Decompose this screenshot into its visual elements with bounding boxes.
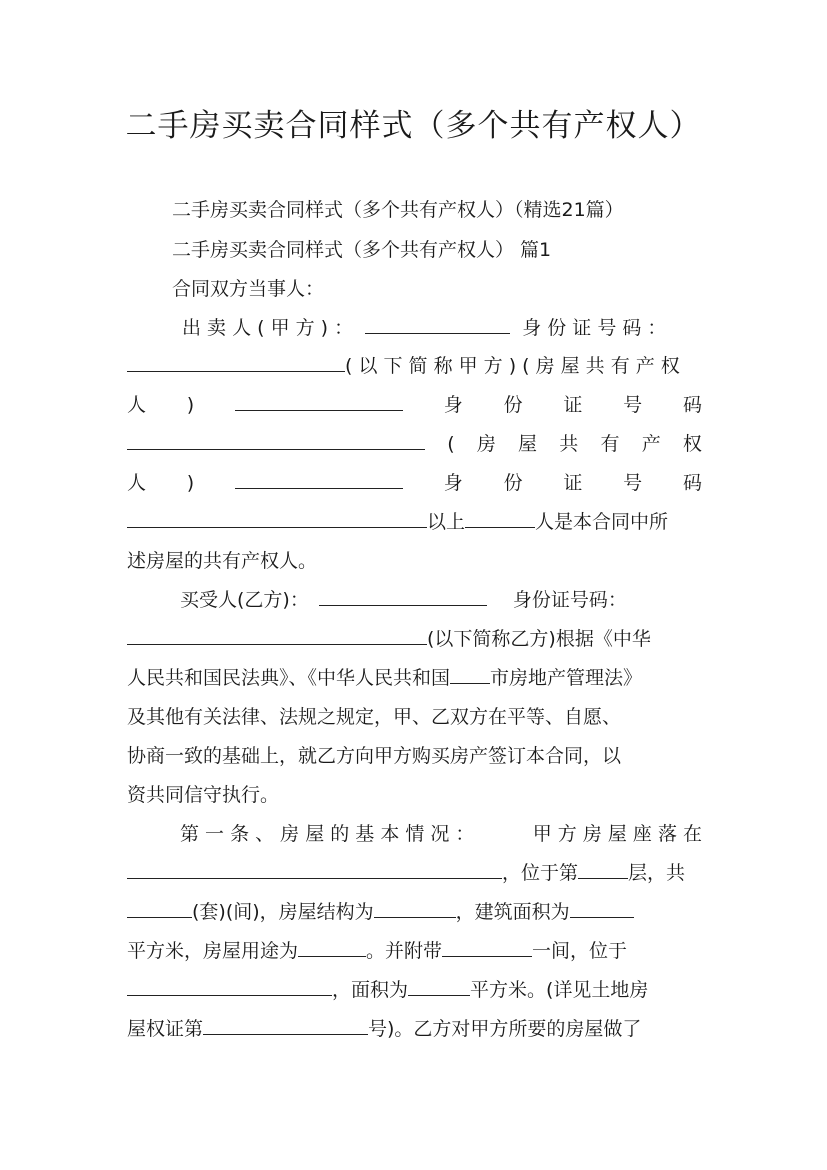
blank-field (203, 1016, 368, 1035)
blank-field (450, 665, 490, 684)
text-segment: 房 (476, 433, 496, 455)
text-line (127, 392, 702, 418)
text-segment: 屋权证第 (127, 1018, 204, 1040)
text-segment: 有 (600, 433, 620, 455)
text-segment: 协商一致的基础上，就乙方向甲方购买房产签订本合同，以 (127, 745, 622, 767)
document-title: 二手房买卖合同样式（多个共有产权人） (125, 108, 702, 144)
text-segment: 及其他有关法律、法规之规定，甲、乙双方在平等、自愿、 (127, 706, 622, 728)
text-segment: 屋 (518, 433, 538, 455)
text-segment: ，位于第 (502, 862, 579, 884)
text-segment: 平方米，房屋用途为 (127, 940, 299, 962)
text-line (127, 782, 702, 808)
text-segment: 合同双方当事人： (172, 278, 325, 300)
text-segment: 出 卖 人 ( 甲 方 ) ： (182, 317, 354, 339)
text-segment: 人 (127, 394, 147, 416)
blank-field (408, 977, 470, 996)
text-segment: ) (186, 394, 195, 416)
text-segment: ( (447, 433, 455, 455)
text-line (182, 315, 702, 341)
text-segment: 市房地产管理法》 (490, 667, 643, 689)
text-line (127, 470, 702, 496)
text-segment: 身份证号码： (512, 589, 627, 611)
text-line (127, 860, 702, 886)
text-line (127, 431, 702, 457)
text-segment: 共 (559, 433, 579, 455)
blank-field (127, 860, 502, 879)
text-segment: 证 (563, 394, 583, 416)
blank-field (442, 938, 532, 957)
text-segment: ( 以 下 简 称 甲 方 ) ( 房 屋 共 有 产 权 (345, 355, 680, 377)
text-line (172, 197, 712, 223)
text-segment: 二手房买卖合同样式（多个共有产权人） 篇1 (172, 239, 552, 261)
text-line (172, 276, 747, 302)
text-segment: 第 一 条 、 房 屋 的 基 本 情 况 ： (180, 823, 475, 845)
blank-field (235, 392, 403, 411)
text-segment: 买受人(乙方)： (180, 589, 309, 611)
text-line (127, 509, 702, 535)
text-line (127, 548, 702, 574)
text-segment: 以上 (427, 511, 466, 533)
text-segment: 平方米。(详见土地房 (470, 979, 649, 1001)
text-segment: 身 (443, 394, 463, 416)
text-segment: 权 (682, 433, 702, 455)
text-segment: ，面积为 (332, 979, 409, 1001)
text-segment: 码 (682, 472, 702, 494)
blank-field (570, 899, 634, 918)
text-line (127, 938, 702, 964)
blank-field (298, 938, 366, 957)
text-segment: 产 (641, 433, 661, 455)
blank-field (374, 899, 456, 918)
text-segment: 资共同信守执行。 (127, 784, 280, 806)
text-segment: 号 (623, 394, 643, 416)
text-segment: 码 (682, 394, 702, 416)
text-segment: 二手房买卖合同样式（多个共有产权人）（精选21篇） (172, 199, 624, 221)
blank-field (127, 977, 332, 996)
text-line (127, 1016, 702, 1042)
blank-field (127, 899, 192, 918)
text-line (172, 237, 747, 263)
blank-field (127, 353, 345, 372)
text-line (127, 353, 702, 379)
text-segment: 份 (503, 394, 523, 416)
text-line (127, 665, 717, 691)
text-segment: ) (186, 472, 195, 494)
text-line (127, 704, 717, 730)
text-line (127, 743, 702, 769)
blank-field (578, 860, 628, 879)
text-segment: (套)(间)，房屋结构为 (192, 901, 374, 923)
blank-field (127, 431, 425, 450)
text-segment: 甲 方 房 屋 座 落 在 (532, 823, 702, 845)
text-segment: (以下简称乙方)根据《中华 (427, 628, 651, 650)
text-segment: 证 (563, 472, 583, 494)
blank-field (127, 626, 427, 645)
text-segment: 份 (503, 472, 523, 494)
text-segment: 人是本合同中所 (535, 511, 669, 533)
text-segment: 身 (443, 472, 463, 494)
text-line (180, 821, 702, 847)
blank-field (127, 509, 427, 528)
text-line (127, 626, 702, 652)
blank-field (319, 587, 487, 606)
text-line (127, 977, 702, 1003)
text-line (180, 587, 702, 613)
blank-field (235, 470, 403, 489)
text-segment: 。并附带 (366, 940, 443, 962)
text-line (127, 899, 702, 925)
text-segment: 一间，位于 (532, 940, 628, 962)
text-segment: 人民共和国民法典》、《中华人民共和国 (127, 667, 451, 689)
text-segment: 人 (127, 472, 147, 494)
blank-field (365, 315, 510, 334)
text-segment: 层，共 (628, 862, 686, 884)
blank-field (465, 509, 535, 528)
text-segment: ，建筑面积为 (455, 901, 570, 923)
text-segment: 号)。乙方对甲方所要的房屋做了 (368, 1018, 642, 1040)
text-segment: 述房屋的共有产权人。 (127, 550, 318, 572)
text-segment: 身 份 证 号 码 ： (522, 317, 667, 339)
text-segment: 号 (623, 472, 643, 494)
